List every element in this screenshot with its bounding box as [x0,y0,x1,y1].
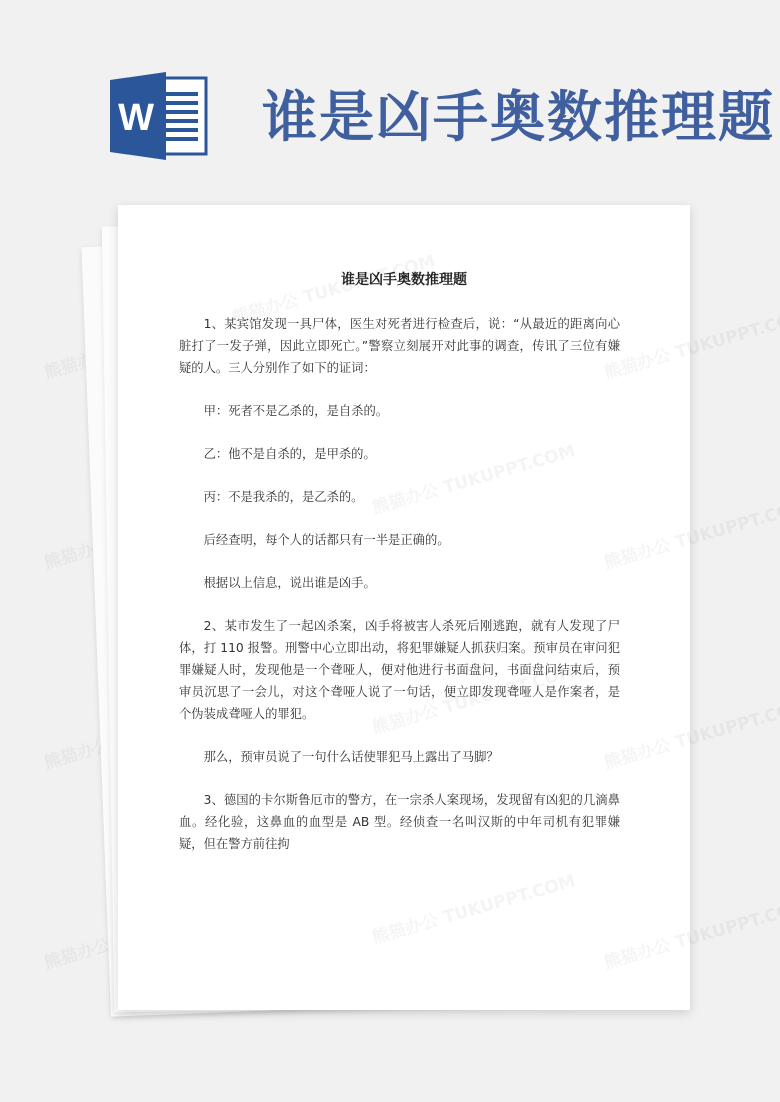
paragraph-9: 3、德国的卡尔斯鲁厄市的警方，在一宗杀人案现场，发现留有凶犯的几滴鼻血。经化验，这鼻血的血型是 AB 型。经侦查一名叫汉斯的中年司机有犯罪嫌疑，但在警方前往拘 [179,793,620,851]
watermark [369,867,578,949]
paragraph-2: 甲：死者不是乙杀的，是自杀的。 [203,404,389,418]
word-logo-svg [110,72,208,160]
word-logo-icon [110,72,208,160]
paragraph-7: 2、某市发生了一起凶杀案，凶手将被害人杀死后刚逃跑，就有人发现了尸体，打 110 报警。刑警中心立即出动，将犯罪嫌疑人抓获归案。预审员在审问犯罪嫌疑人时，发现他是一个聋哑人，便对他进行书面盘问，书面盘问结束后，预审员沉思了一会儿，对这个聋哑人说了一句话，便立即发现聋哑人是作案者，是个伪装成聋哑人的罪犯。 [179,619,620,721]
page-title: 谁是凶手奥数推理题 [262,84,776,149]
word-logo-letter: W [118,97,154,139]
paragraph-5: 后经查明，每个人的话都只有一半是正确的。 [203,533,450,547]
paragraph-8: 那么，预审员说了一句什么话使罪犯马上露出了马脚？ [203,750,499,764]
document-page [118,205,690,1010]
paragraph-1: 1、某宾馆发现一具尸体，医生对死者进行检查后，说：“从最近的距离向心脏打了一发子弹，因此立即死亡。”警察立刻展开对此事的调查，传讯了三位有嫌疑的人。三人分别作了如下的证词： [179,317,620,375]
paragraph-4: 丙：不是我杀的，是乙杀的。 [203,490,364,504]
paragraph-6: 根据以上信息，说出谁是凶手。 [203,576,376,590]
document-body [179,313,620,876]
document-title: 谁是凶手奥数推理题 [341,272,467,288]
paragraph-3: 乙：他不是自杀的，是甲杀的。 [203,447,376,461]
